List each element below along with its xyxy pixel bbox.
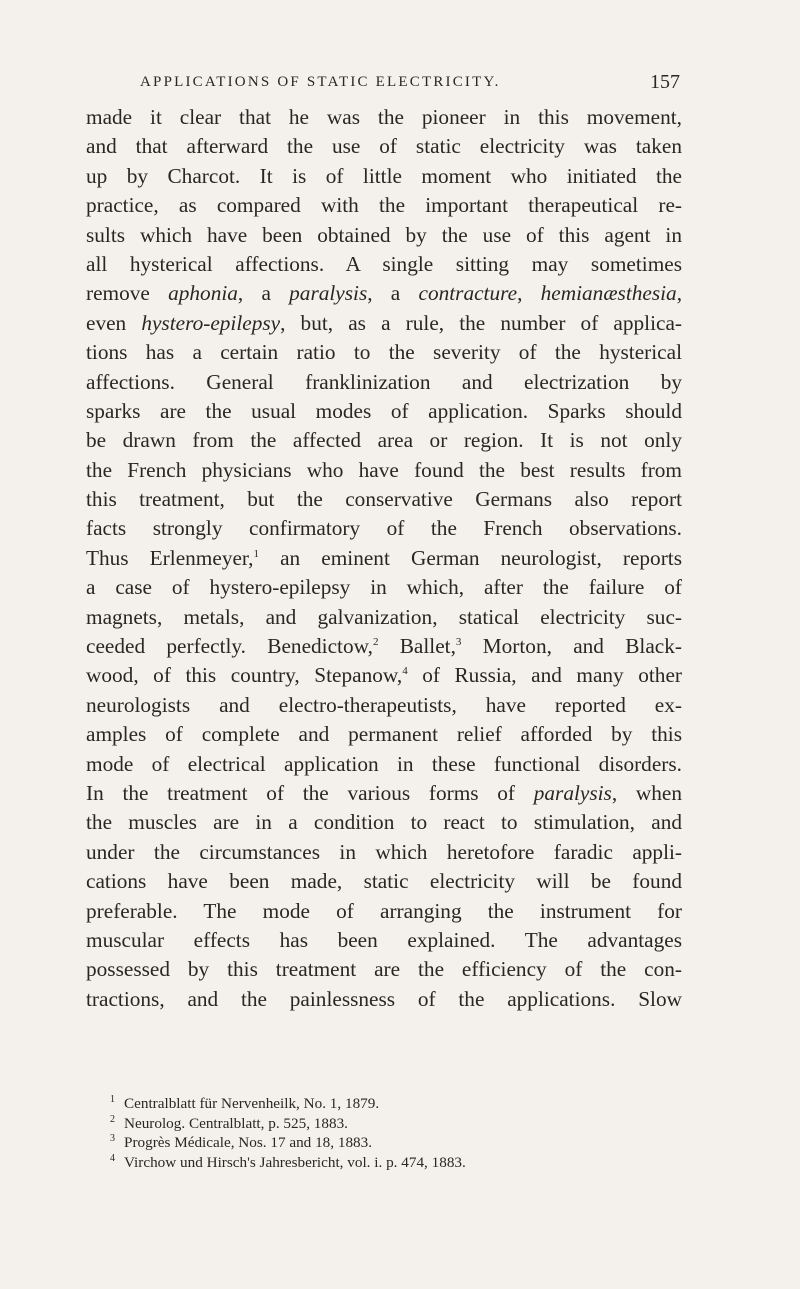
- footnote: [110, 1133, 682, 1153]
- italic-term: contracture: [418, 281, 518, 306]
- text-line: cations have been made, static electricity will be found: [86, 869, 682, 894]
- footnote-text: Neurolog. Centralblatt, p. 525, 1883.: [124, 1114, 348, 1132]
- text-line: mode of electrical application in these functional disorders.: [86, 751, 682, 776]
- body-text: [86, 103, 682, 1014]
- text-line: tractions, and the painlessness of the applications. Slow: [86, 986, 682, 1011]
- text-line: remove aphonia, a paralysis, a contracture, hemianæsthesia,: [86, 281, 683, 306]
- text-line: practice, as compared with the important therapeutical re-: [86, 193, 682, 218]
- text-line: Thus Erlenmeyer,$^1$ an eminent German neurologist, reports: [86, 545, 682, 570]
- text-line: the muscles are in a condition to react to stimulation, and: [86, 810, 682, 835]
- text-line: a case of hystero-epilepsy in which, after the failure of: [86, 575, 682, 600]
- text-line: wood, of this country, Stepanow,$^4$ of Russia, and many other: [86, 663, 682, 688]
- text-line: muscular effects has been explained. The advantages: [86, 927, 682, 952]
- text-line: the French physicians who have found the best results from: [86, 457, 682, 482]
- text-line: magnets, metals, and galvanization, statical electricity suc-: [86, 604, 682, 629]
- text-line: preferable. The mode of arranging the instrument for: [86, 898, 682, 923]
- footnote-text: Virchow und Hirsch's Jahresbericht, vol. i. p. 474, 1883.: [124, 1153, 466, 1171]
- footnote-number: 1: [110, 1094, 115, 1105]
- running-title: APPLICATIONS OF STATIC ELECTRICITY.: [140, 74, 501, 90]
- text-line: sults which have been obtained by the use of this agent in: [86, 222, 682, 247]
- text-line: made it clear that he was the pioneer in this movement,: [86, 105, 682, 129]
- text-line: facts strongly confirmatory of the French observations.: [86, 516, 682, 541]
- running-head: [140, 71, 680, 100]
- text-line: ceeded perfectly. Benedictow,$^2$ Ballet,$^3$ Morton, and Black-: [86, 634, 682, 659]
- text-line: be drawn from the affected area or region. It is not only: [86, 428, 682, 453]
- text-line: affections. General franklinization and electrization by: [86, 369, 682, 394]
- italic-term: paralysis: [533, 780, 612, 805]
- text-line: amples of complete and permanent relief afforded by this: [86, 722, 682, 747]
- text-line: sparks are the usual modes of application. Sparks should: [86, 398, 682, 423]
- footnotes: [110, 1094, 682, 1172]
- text-line: all hysterical affections. A single sitting may sometimes: [86, 251, 682, 276]
- italic-term: hystero-epilepsy: [141, 310, 281, 335]
- text-line: possessed by this treatment are the efficiency of the con-: [86, 957, 682, 982]
- footnote-number: 3: [110, 1133, 115, 1144]
- page-number: 157: [650, 71, 680, 93]
- footnote-marker: 4: [402, 665, 408, 678]
- text-line: neurologists and electro-therapeutists, have reported ex-: [86, 692, 682, 717]
- footnote: [110, 1153, 682, 1173]
- footnote: [110, 1094, 682, 1114]
- footnote: [110, 1114, 682, 1134]
- italic-term: aphonia: [168, 281, 238, 306]
- footnote-marker: 3: [455, 636, 462, 649]
- text-line: In the treatment of the various forms of paralysis, when: [86, 780, 683, 805]
- footnote-text: Progrès Médicale, Nos. 17 and 18, 1883.: [124, 1134, 373, 1151]
- italic-term: paralysis: [289, 281, 368, 306]
- text-line: this treatment, but the conservative Germans also report: [86, 487, 682, 512]
- text-line: and that afterward the use of static electricity was taken: [86, 134, 682, 159]
- footnote-text: Centralblatt für Nervenheilk, No. 1, 1879.: [124, 1095, 380, 1112]
- text-line: even hystero-epilepsy, but, as a rule, the number of applica-: [86, 310, 682, 335]
- footnote-marker: 1: [253, 547, 259, 560]
- footnote-marker: 2: [372, 636, 379, 649]
- text-line: tions has a certain ratio to the severity of the hysterical: [86, 340, 682, 365]
- text-line: up by Charcot. It is of little moment who initiated the: [86, 163, 682, 188]
- text-line: under the circumstances in which heretofore faradic appli-: [86, 839, 682, 864]
- footnote-number: 2: [110, 1113, 115, 1125]
- italic-term: hemianæsthesia: [540, 281, 677, 306]
- footnote-number: 4: [110, 1152, 115, 1164]
